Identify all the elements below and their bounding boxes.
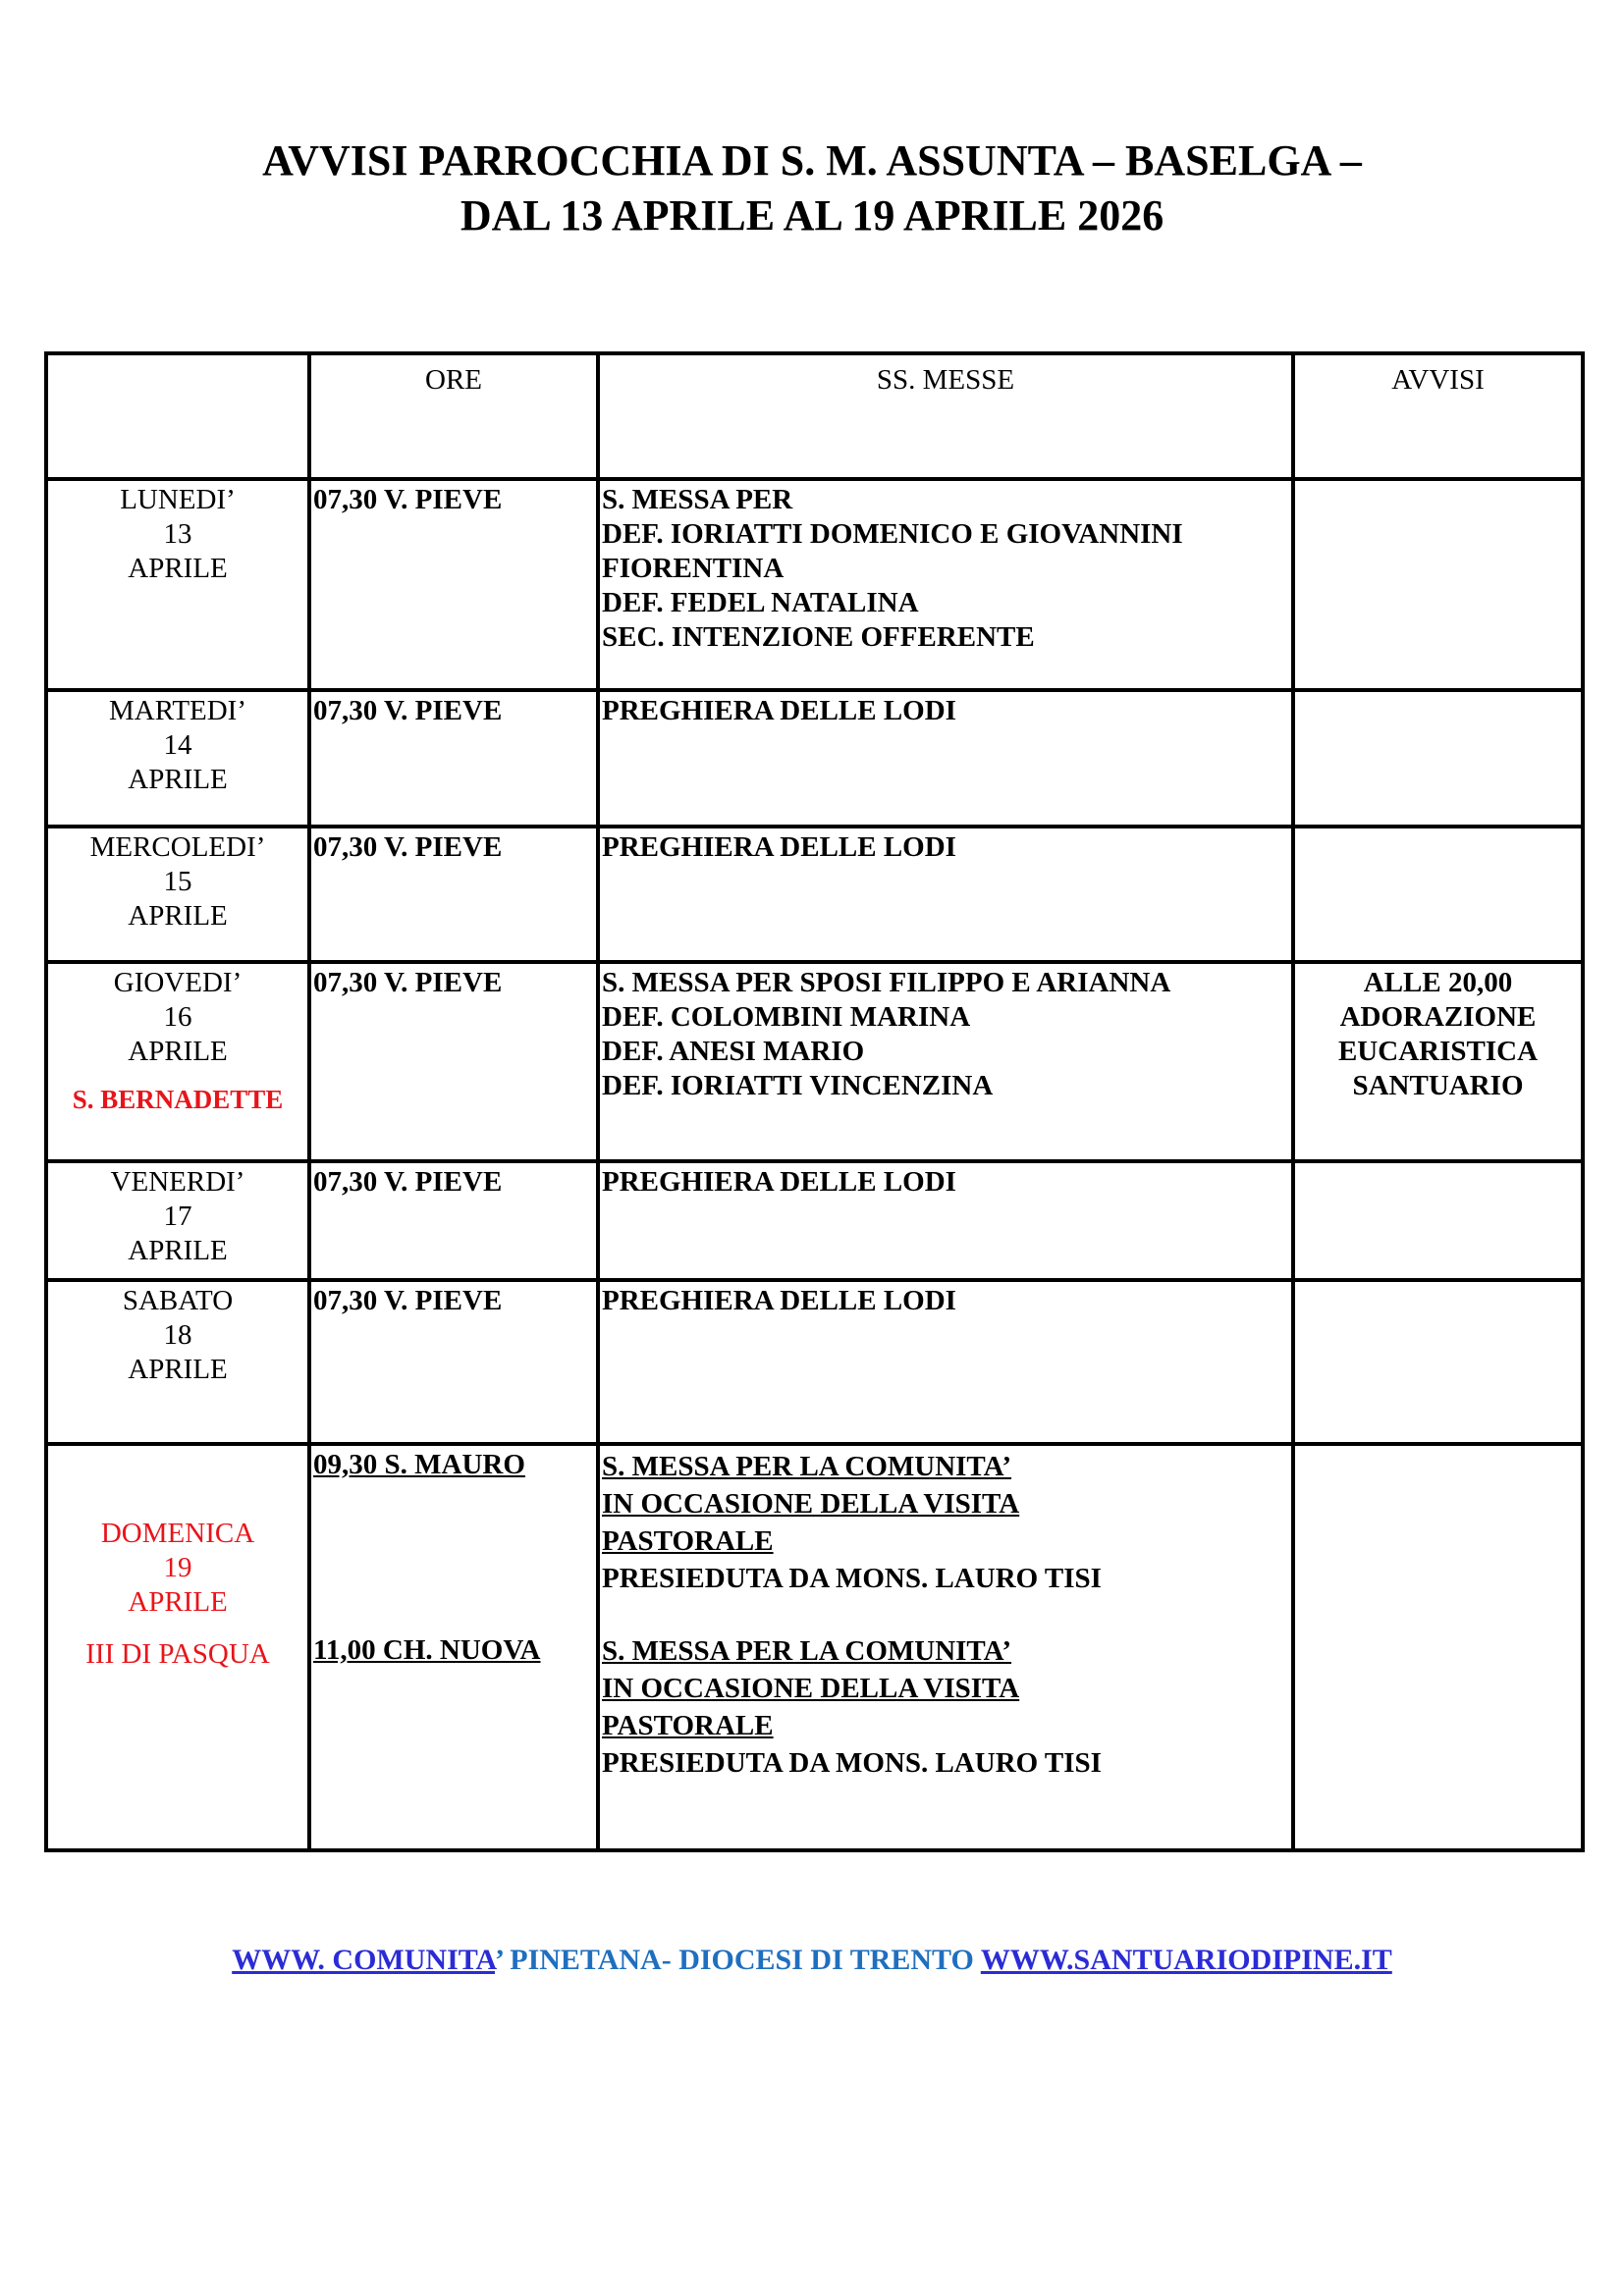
messe-cell <box>598 827 1293 962</box>
ore-text: 07,30 V. PIEVE <box>313 967 503 998</box>
ore-text: 07,30 V. PIEVE <box>313 484 503 515</box>
header-ore: ORE <box>309 353 598 479</box>
messe-line: PREGHIERA DELLE LODI <box>602 1285 956 1316</box>
messe-cell <box>598 690 1293 827</box>
avvisi-line: SANTUARIO <box>1352 1070 1524 1101</box>
footer <box>0 1944 1624 1977</box>
avvisi-cell <box>1293 827 1583 962</box>
saint-label: S. BERNADETTE <box>72 1085 284 1114</box>
messe-line: SEC. INTENZIONE OFFERENTE <box>602 621 1035 653</box>
messe-line: DEF. IORIATTI DOMENICO E GIOVANNINI <box>602 518 1183 550</box>
day-cell <box>46 827 309 962</box>
messe-cell <box>598 1444 1293 1850</box>
messe-line: PREGHIERA DELLE LODI <box>602 1166 956 1198</box>
avvisi-cell <box>1293 1444 1583 1850</box>
table-row <box>46 690 1583 827</box>
table-row-sunday <box>46 1444 1583 1850</box>
ore-text: 07,30 V. PIEVE <box>313 1285 503 1316</box>
day-month: APRILE <box>128 553 228 584</box>
feast-label: III DI PASQUA <box>85 1638 270 1670</box>
messe-line: PRESIEDUTA DA MONS. LAURO TISI <box>602 1563 1102 1594</box>
ore-cell <box>309 479 598 690</box>
day-number: 17 <box>163 1201 192 1232</box>
table-header-row <box>46 353 1583 479</box>
avvisi-line: EUCARISTICA <box>1337 1036 1539 1067</box>
messe-line: IN OCCASIONE DELLA VISITA <box>602 1673 1020 1704</box>
day-name: DOMENICA <box>100 1518 255 1549</box>
day-name: MERCOLEDI’ <box>89 831 266 863</box>
ore-cell <box>309 1280 598 1444</box>
day-name: GIOVEDI’ <box>113 967 243 998</box>
day-month: APRILE <box>128 1586 228 1618</box>
schedule-table <box>44 351 1585 1852</box>
title-line-1: AVVISI PARROCCHIA DI S. M. ASSUNTA – BASELGA – <box>262 136 1362 185</box>
ore-text: 09,30 S. MAURO <box>313 1449 525 1480</box>
messe-line: PASTORALE <box>602 1525 774 1557</box>
day-cell <box>46 690 309 827</box>
ore-text: 07,30 V. PIEVE <box>313 1166 503 1198</box>
avvisi-cell <box>1293 1161 1583 1280</box>
table-row <box>46 1161 1583 1280</box>
footer-text: ’ PINETANA- DIOCESI DI TRENTO <box>494 1944 981 1976</box>
day-name: LUNEDI’ <box>120 484 236 515</box>
table-row <box>46 827 1583 962</box>
day-month: APRILE <box>128 1235 228 1266</box>
day-cell <box>46 1280 309 1444</box>
avvisi-line: ADORAZIONE <box>1339 1001 1537 1033</box>
day-month: APRILE <box>128 764 228 795</box>
day-number: 13 <box>163 518 192 550</box>
day-number: 15 <box>163 866 192 897</box>
day-name: SABATO <box>122 1285 234 1316</box>
avvisi-cell <box>1293 1280 1583 1444</box>
messe-line: DEF. COLOMBINI MARINA <box>602 1001 971 1033</box>
ore-text: 07,30 V. PIEVE <box>313 695 503 726</box>
ore-cell <box>309 827 598 962</box>
day-cell <box>46 479 309 690</box>
title-line-2: DAL 13 APRILE AL 19 APRILE 2026 <box>460 191 1164 240</box>
messe-line: FIORENTINA <box>602 553 785 584</box>
header-messe: SS. MESSE <box>598 353 1293 479</box>
ore-cell <box>309 962 598 1161</box>
messe-line: PRESIEDUTA DA MONS. LAURO TISI <box>602 1747 1102 1779</box>
messe-line: DEF. IORIATTI VINCENZINA <box>602 1070 994 1101</box>
day-name: VENERDI’ <box>110 1166 245 1198</box>
ore-cell <box>309 1444 598 1850</box>
messe-line: S. MESSA PER LA COMUNITA’ <box>602 1451 1012 1482</box>
messe-line: S. MESSA PER <box>602 484 793 515</box>
table-row <box>46 479 1583 690</box>
messe-cell <box>598 1280 1293 1444</box>
day-name: MARTEDI’ <box>108 695 246 726</box>
table-row <box>46 1280 1583 1444</box>
messe-line: S. MESSA PER LA COMUNITA’ <box>602 1635 1012 1667</box>
messe-line: PREGHIERA DELLE LODI <box>602 695 956 726</box>
day-cell <box>46 1161 309 1280</box>
footer-link-santuario[interactable]: WWW.SANTUARIODIPINE.IT <box>980 1944 1392 1976</box>
day-number: 16 <box>163 1001 192 1033</box>
avvisi-cell <box>1293 479 1583 690</box>
header-avvisi: AVVISI <box>1293 353 1583 479</box>
avvisi-cell <box>1293 690 1583 827</box>
messe-cell <box>598 479 1293 690</box>
messe-cell <box>598 1161 1293 1280</box>
day-cell <box>46 1444 309 1850</box>
avvisi-line: ALLE 20,00 <box>1363 967 1513 998</box>
ore-text: 11,00 CH. NUOVA <box>313 1634 541 1666</box>
messe-cell <box>598 962 1293 1161</box>
messe-line: DEF. FEDEL NATALINA <box>602 587 919 618</box>
day-cell <box>46 962 309 1161</box>
day-month: APRILE <box>128 1036 228 1067</box>
avvisi-cell <box>1293 962 1583 1161</box>
table-row <box>46 962 1583 1161</box>
header-day <box>46 353 309 479</box>
messe-line: S. MESSA PER SPOSI FILIPPO E ARIANNA <box>602 967 1171 998</box>
footer-link-comunita[interactable]: WWW. COMUNITA <box>232 1944 495 1976</box>
day-month: APRILE <box>128 1354 228 1385</box>
day-number: 19 <box>163 1552 192 1583</box>
ore-text: 07,30 V. PIEVE <box>313 831 503 863</box>
day-month: APRILE <box>128 900 228 932</box>
day-number: 14 <box>163 729 192 761</box>
messe-line: PASTORALE <box>602 1710 774 1741</box>
messe-line: DEF. ANESI MARIO <box>602 1036 865 1067</box>
ore-cell <box>309 1161 598 1280</box>
page-title <box>0 133 1624 243</box>
messe-line: IN OCCASIONE DELLA VISITA <box>602 1488 1020 1520</box>
messe-line: PREGHIERA DELLE LODI <box>602 831 956 863</box>
ore-cell <box>309 690 598 827</box>
day-number: 18 <box>163 1319 192 1351</box>
